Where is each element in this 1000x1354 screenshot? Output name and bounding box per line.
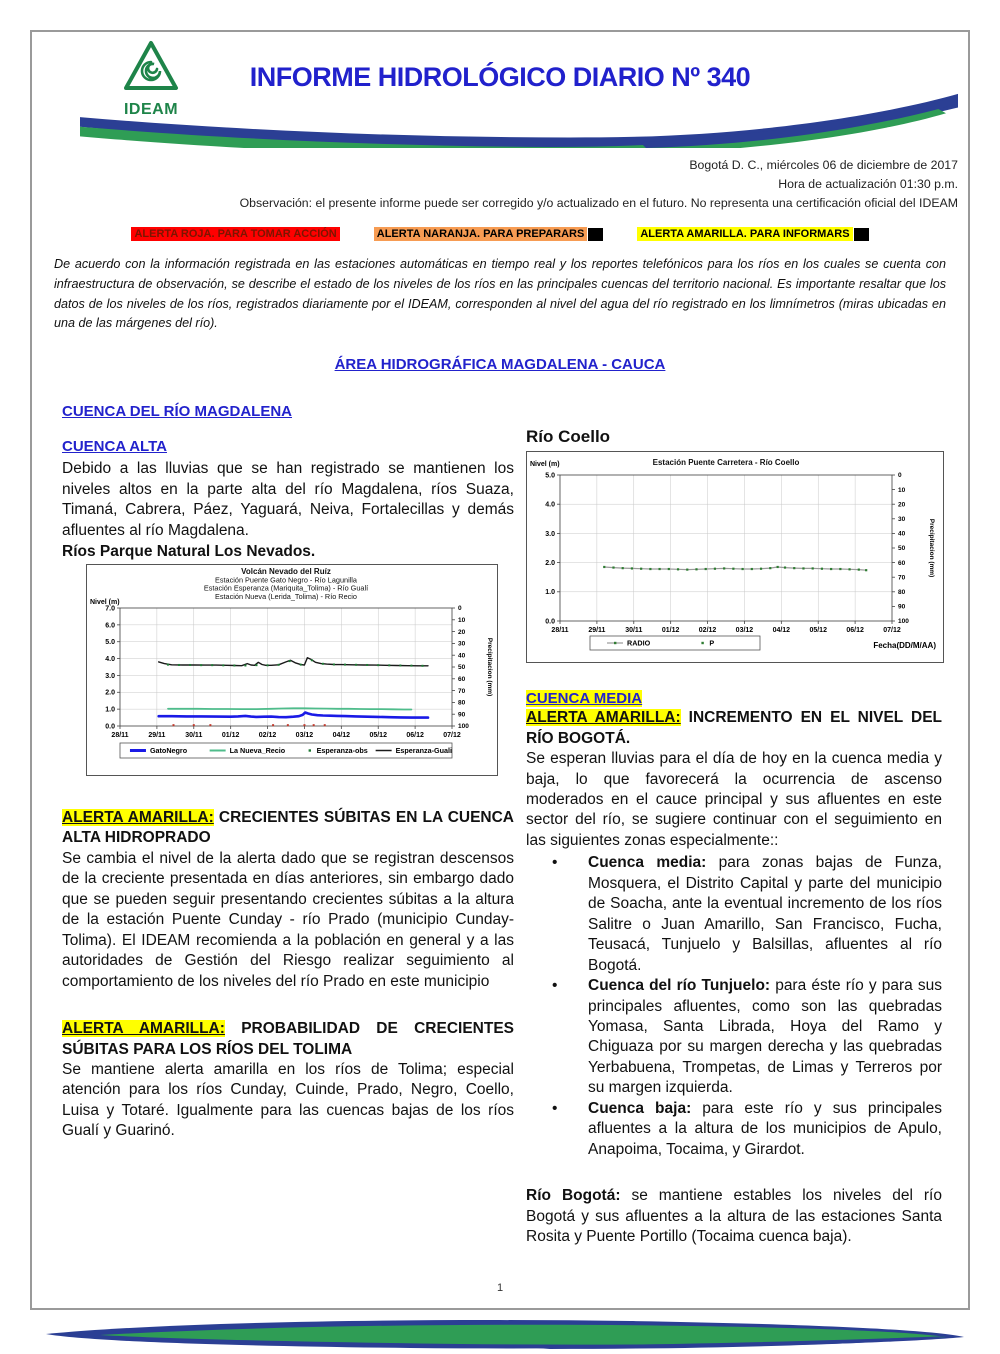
svg-text:60: 60	[898, 560, 906, 568]
ideam-logo-text: IDEAM	[123, 101, 179, 118]
svg-text:20: 20	[898, 501, 906, 509]
closing-text: se mantiene estables los niveles del río Bogotá y sus afluentes a la altura de las estaciones Santa Rosita y Puente Portillo (Tocaima cuenca baja).	[526, 1187, 942, 1246]
svg-text:29/11: 29/11	[588, 627, 606, 635]
svg-text:6.0: 6.0	[105, 622, 115, 630]
svg-text:10: 10	[898, 487, 906, 495]
svg-text:0.0: 0.0	[105, 723, 115, 731]
page-number: 1	[496, 1281, 504, 1294]
svg-text:70: 70	[898, 574, 906, 582]
report-header	[32, 32, 968, 150]
svg-text:02/12: 02/12	[258, 732, 277, 740]
svg-text:RADIO: RADIO	[627, 638, 651, 648]
svg-text:70: 70	[458, 687, 466, 695]
svg-text:5.0: 5.0	[105, 639, 115, 647]
svg-text:Esperanza-Guali: Esperanza-Guali	[395, 746, 452, 756]
heading-cuenca-media: CUENCA MEDIA	[526, 690, 643, 708]
alert-legend-yellow-wrap	[637, 228, 868, 241]
svg-text:P: P	[709, 638, 715, 648]
footer-swoosh-graphic	[30, 1318, 970, 1350]
svg-text:01/12: 01/12	[221, 732, 240, 740]
area-heading: ÁREA HIDROGRÁFICA MAGDALENA - CAUCA	[334, 356, 666, 374]
svg-text:3.0: 3.0	[545, 531, 555, 539]
alert-tag-bogota: ALERTA AMARILLA:	[526, 709, 681, 727]
svg-text:30: 30	[458, 640, 466, 648]
alert-legend-orange: ALERTA NARANJA. PARA PREPARARS	[374, 227, 588, 241]
meta-location-date: Bogotá D. C., miércoles 06 de diciembre de 2017	[689, 158, 958, 172]
svg-text:07/12: 07/12	[883, 627, 901, 635]
heading-cuenca-alta: CUENCA ALTA	[62, 438, 167, 456]
svg-text:5.0: 5.0	[545, 472, 555, 480]
intro-paragraph: De acuerdo con la información registrada en las estaciones automáticas en tiempo real y los reportes telefónicos para los ríos en los cuales se cuenta con infraestructura de observación, se describe el estado de los niveles de los ríos en las principales cuencas del territorio nacional. Es importante resaltar que los datos de los niveles de los ríos, registrados diariamente por el IDEAM, corresponden al nivel del agua del río registrado en los limnímetros (miras ubicadas en una de las márgenes del río).	[54, 257, 946, 331]
svg-text:40: 40	[898, 530, 906, 538]
zonas-bullet-list	[526, 853, 942, 1160]
svg-text:20: 20	[458, 628, 466, 636]
meta-block	[32, 156, 968, 213]
svg-text:Estación Esperanza (Mariquita_: Estación Esperanza (Mariquita_Tolima) - Río Gualí	[203, 583, 369, 593]
svg-text:05/12: 05/12	[369, 732, 387, 740]
closing-lead: Río Bogotá:	[526, 1187, 621, 1205]
svg-text:Precipitacion (mm): Precipitacion (mm)	[486, 637, 493, 697]
bullet-cuenca-tunjuelo: • Cuenca del río Tunjuelo: para éste río y para sus principales afluentes, como son las quebradas Yomasa, Santa Librada, Hoya del Ramo y Chiguaza por su margen derecha y las quebradas Yerbabuena, Trompetas, de Limas y Terreros por su margen izquierda.	[588, 976, 942, 1099]
svg-text:80: 80	[458, 699, 466, 707]
svg-text:28/11: 28/11	[111, 732, 129, 740]
svg-text:La Nueva_Recio: La Nueva_Recio	[229, 746, 286, 756]
bullet-cuenca-baja: • Cuenca baja: para este río y sus principales afluentes a la altura de los municipios de Apulo, Anapoima, Tocaima, y Girardot.	[588, 1099, 942, 1160]
svg-text:04/12: 04/12	[772, 627, 791, 635]
svg-text:100: 100	[898, 618, 909, 626]
content-columns	[32, 403, 968, 1247]
alert-title-tolima: PROBABILIDAD DE CRECIENTES SÚBITAS PARA LOS RÍOS DEL TOLIMA	[62, 1020, 515, 1058]
svg-text:0: 0	[898, 472, 902, 480]
alert-head-bogota	[526, 708, 942, 749]
svg-text:06/12: 06/12	[846, 627, 864, 635]
svg-text:04/12: 04/12	[332, 732, 351, 740]
svg-text:Volcán Nevado del Ruíz: Volcán Nevado del Ruíz	[241, 567, 331, 577]
closing-paragraph	[526, 1186, 942, 1247]
svg-text:07/12: 07/12	[443, 732, 461, 740]
svg-text:40: 40	[458, 652, 466, 660]
redaction-box	[588, 228, 603, 241]
svg-text:28/11: 28/11	[551, 627, 569, 635]
left-column	[62, 403, 514, 1247]
alert-title-hidroprado: CRECIENTES SÚBITAS EN LA CUENCA ALTA HIDROPRADO	[62, 809, 515, 847]
report-title: INFORME HIDROLÓGICO DIARIO Nº 340	[249, 62, 751, 92]
svg-text:90: 90	[898, 603, 906, 611]
svg-text:Nivel (m): Nivel (m)	[90, 599, 120, 607]
svg-text:50: 50	[898, 545, 906, 553]
svg-text:4.0: 4.0	[105, 655, 115, 663]
svg-text:Esperanza-obs: Esperanza-obs	[316, 746, 368, 756]
svg-text:GatoNegro: GatoNegro	[149, 746, 188, 756]
svg-text:Fecha(DD/M/AA): Fecha(DD/M/AA)	[873, 641, 936, 651]
alert-legend-orange-wrap	[374, 228, 604, 241]
nevados-chart	[86, 564, 498, 781]
alert-body-bogota: Se esperan lluvias para el día de hoy en la cuenca media y baja, lo que favorecerá la ocurrencia de ascenso moderados en el cauce principal y sus afluentes en este sector del río, se sugiere continuar con el seguimiento en las siguientes zonas especialmente::	[526, 750, 942, 849]
alert-body-tolima: Se mantiene alerta amarilla en los ríos de Tolima; especial atención para los ríos Cunday, Cuinde, Prado, Negro, Coello, Luisa y Totaré. Igualmente para las cuencas bajas de los ríos Gualí y Guarinó.	[62, 1061, 514, 1140]
header-swoosh-graphic	[80, 92, 962, 148]
svg-text:02/12: 02/12	[698, 627, 717, 635]
svg-text:Precipitacion (mm): Precipitacion (mm)	[928, 518, 935, 578]
alert-tag-tolima: ALERTA AMARILLA:	[62, 1020, 225, 1038]
svg-text:4.0: 4.0	[545, 501, 555, 509]
meta-observation: Observación: el presente informe puede ser corregido y/o actualizado en el futuro. No representa una certificación oficial del IDEAM	[239, 196, 958, 211]
alert-legend-red: ALERTA ROJA. PARA TOMAR ACCIÓN	[131, 227, 339, 241]
svg-text:0: 0	[458, 605, 462, 613]
svg-text:7.0: 7.0	[105, 605, 115, 613]
svg-text:30/11: 30/11	[625, 627, 643, 635]
svg-text:2.0: 2.0	[105, 689, 115, 697]
svg-text:1.0: 1.0	[545, 589, 555, 597]
svg-text:Estación Puente Gato Negro - R: Estación Puente Gato Negro - Río Lagunilla	[215, 575, 357, 585]
svg-text:03/12: 03/12	[735, 627, 754, 635]
svg-text:30/11: 30/11	[185, 732, 203, 740]
redaction-box	[854, 228, 869, 241]
right-column	[526, 403, 942, 1247]
svg-text:2.0: 2.0	[545, 560, 555, 568]
svg-text:Estación Nueva (Lerida_Tolima): Estación Nueva (Lerida_Tolima) - Río Recio	[215, 591, 357, 601]
svg-text:80: 80	[898, 589, 906, 597]
svg-text:0.0: 0.0	[545, 618, 555, 626]
rio-coello-heading: Río Coello	[526, 427, 611, 447]
meta-update-time: Hora de actualización 01:30 p.m.	[778, 177, 958, 192]
alert-section-hidroprado	[62, 808, 514, 992]
alert-section-tolima	[62, 1019, 514, 1142]
svg-text:90: 90	[458, 711, 466, 719]
alert-body-hidroprado: Se cambia el nivel de la alerta dado que se registran descensos de la creciente presentada en días anteriores, sin embargo dado que se pueden seguir presentando crecientes súbitas a la altura de la estación Puente Cunday - río Prado (municipio Cunday-Tolima). El IDEAM recomienda a la población en general y a las autoridades de Gestión del Riesgo realizar seguimiento al comportamiento de los niveles del río Prado en este municipio	[62, 849, 514, 990]
alert-legend-yellow: ALERTA AMARILLA. PARA INFORMARS	[637, 227, 852, 241]
svg-text:01/12: 01/12	[661, 627, 680, 635]
alert-title-bogota: INCREMENTO EN EL NIVEL DEL RÍO BOGOTÁ.	[526, 709, 943, 747]
svg-text:50: 50	[458, 664, 466, 672]
nevados-chart-caption: Ríos Parque Natural Los Nevados.	[62, 543, 316, 561]
svg-text:60: 60	[458, 676, 466, 684]
svg-text:1.0: 1.0	[105, 706, 115, 714]
report-page	[30, 30, 970, 1310]
svg-text:30: 30	[898, 516, 906, 524]
svg-text:06/12: 06/12	[406, 732, 424, 740]
heading-cuenca-magdalena: CUENCA DEL RÍO MAGDALENA	[62, 403, 293, 421]
svg-text:Nivel (m): Nivel (m)	[530, 461, 560, 469]
bullet-cuenca-media: • Cuenca media: para zonas bajas de Funza, Mosquera, el Distrito Capital y parte del municipio de Soacha, ante la eventual incremento de los ríos Salitre o Juan Amarillo, San Francisco, Fucha, Teusacá, Tunjuelo y Balsillas, afluentes al río Bogotá.	[588, 853, 942, 976]
svg-text:29/11: 29/11	[148, 732, 166, 740]
coello-chart	[526, 451, 944, 668]
svg-text:10: 10	[458, 617, 466, 625]
alert-legend	[32, 227, 968, 241]
alert-tag-hidroprado: ALERTA AMARILLA:	[62, 809, 214, 827]
svg-text:Estación Puente Carretera - Rí: Estación Puente Carretera - Río Coello	[652, 458, 800, 468]
cuenca-alta-paragraph: Debido a las lluvias que se han registrado se mantienen los niveles altos en la parte alta del río Magdalena, ríos Suaza, Timaná, Cabrera, Páez, Yaguará, Neiva, Fortalecillas y demás afluentes al río Magdalena.	[62, 460, 514, 539]
svg-text:05/12: 05/12	[809, 627, 827, 635]
svg-text:03/12: 03/12	[295, 732, 314, 740]
svg-text:3.0: 3.0	[105, 672, 115, 680]
svg-text:100: 100	[458, 723, 469, 731]
